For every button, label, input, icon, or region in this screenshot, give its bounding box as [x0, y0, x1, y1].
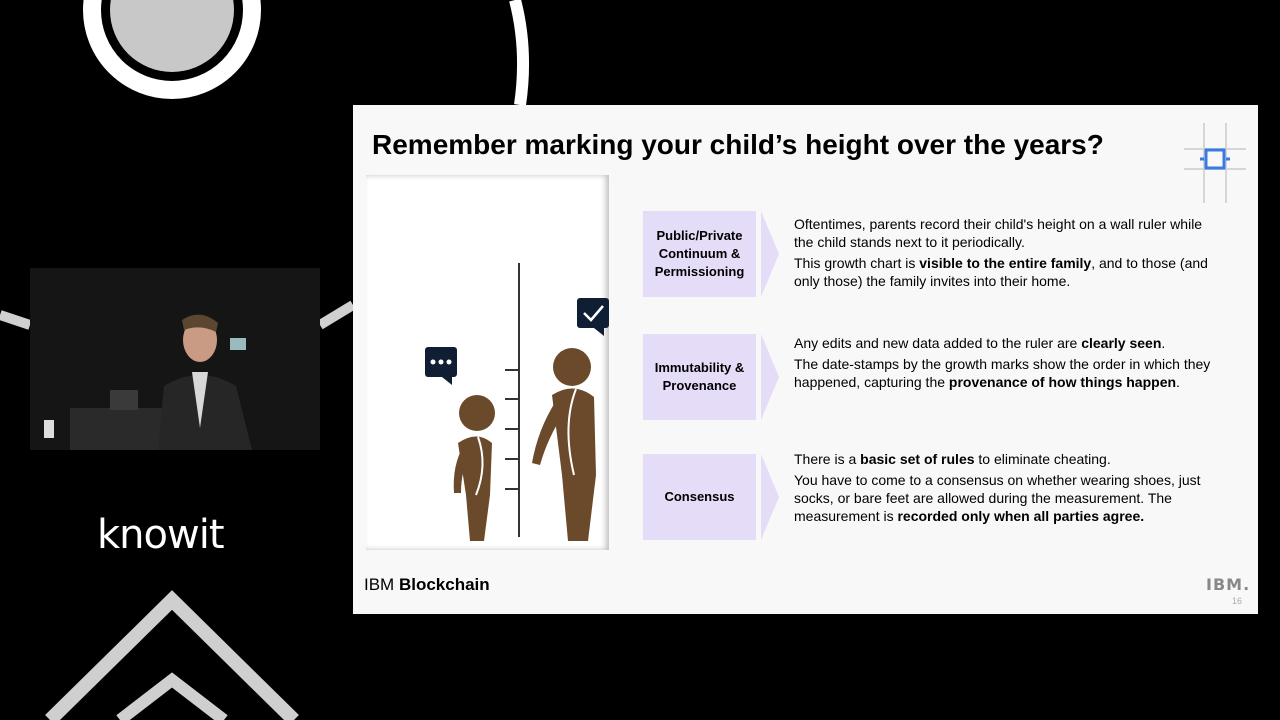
page-number: 16 — [1232, 596, 1243, 606]
speaker-video — [30, 268, 320, 450]
adult-figure — [532, 348, 596, 541]
feature-row-immutability — [643, 334, 1243, 424]
bg-ring-inner — [110, 0, 234, 72]
feature-description — [794, 334, 1224, 394]
feature-label: Public/Private Continuum & Permissioning — [643, 211, 756, 297]
desc-text: . — [1161, 335, 1166, 351]
ellipsis-icon — [425, 347, 457, 385]
feature-row-permissioning — [643, 211, 1243, 301]
footer-brand-prefix: IBM — [364, 575, 399, 594]
desc-text: The date-stamps by the growth marks show the order in which they happened, capturing the — [794, 356, 1211, 390]
desc-text: , and to those (and only those) the family invites into their home. — [794, 255, 1208, 289]
chevron-right-icon — [761, 454, 779, 540]
desc-text: . — [1176, 374, 1180, 390]
desc-text: This growth chart is — [794, 255, 920, 271]
bg-line-right — [320, 305, 353, 325]
child-figure — [454, 395, 495, 541]
presentation-slide — [353, 105, 1258, 614]
feature-description — [794, 215, 1224, 293]
desc-text: Any edits and new data added to the ruler are — [794, 335, 1082, 351]
desc-text: Oftentimes, parents record their child's height on a wall ruler while the child stands next to it periodically. — [794, 216, 1203, 250]
cup — [44, 420, 54, 438]
desc-text: to eliminate cheating. — [974, 451, 1111, 467]
desc-bold: provenance of how things happen — [948, 374, 1177, 390]
brand-logo: knowit — [97, 512, 224, 558]
feature-label: Immutability & Provenance — [643, 334, 756, 420]
desc-text: There is a — [794, 451, 861, 467]
height-ruler-scene — [366, 175, 609, 550]
desc-bold: clearly seen — [1081, 335, 1162, 351]
monitor-glow — [230, 338, 246, 350]
desc-bold: visible to the entire family — [919, 255, 1092, 271]
feature-label: Consensus — [643, 454, 756, 540]
bg-arc — [515, 0, 523, 105]
feature-description — [794, 450, 1224, 528]
laptop — [110, 390, 138, 410]
chevron-right-icon — [761, 211, 779, 297]
footer-brand-bold: Blockchain — [398, 575, 490, 594]
bg-line-left — [0, 315, 30, 325]
desc-text: You have to come to a consensus on whether wearing shoes, just socks, or bare feet are allowed during the measurement. The measurement is — [794, 472, 1201, 524]
chevron-right-icon — [761, 334, 779, 420]
height-illustration — [366, 175, 609, 550]
ibm-logo: IBM. — [1206, 575, 1251, 594]
blockchain-grid-icon — [1180, 119, 1250, 207]
check-icon — [577, 298, 609, 336]
bg-chevron-outer — [50, 600, 294, 720]
desc-bold: recorded only when all parties agree. — [897, 508, 1145, 524]
slide-title: Remember marking your child’s height over the years? — [372, 129, 1104, 160]
feature-row-consensus — [643, 451, 1243, 544]
speaker-scene — [30, 268, 320, 450]
desc-bold: basic set of rules — [860, 451, 975, 467]
footer-brand — [364, 575, 490, 595]
bg-chevron-inner — [120, 680, 224, 720]
